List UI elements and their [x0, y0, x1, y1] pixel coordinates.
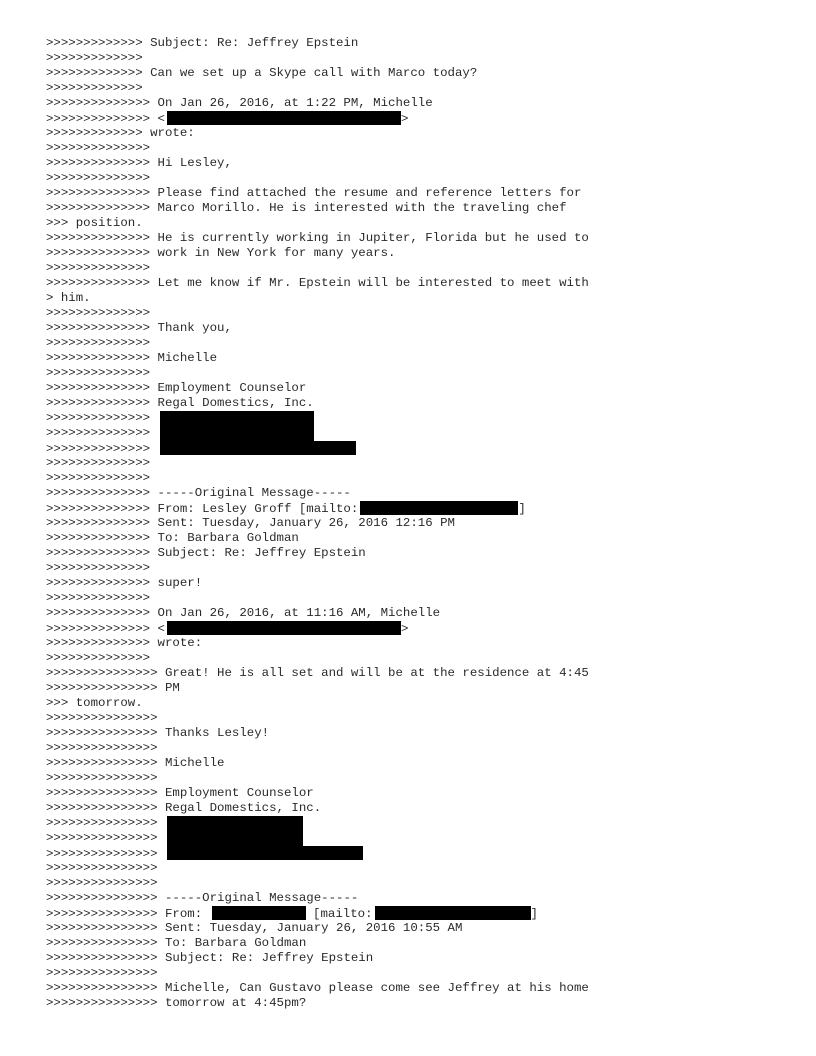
email-line — [46, 981, 786, 996]
email-line — [46, 561, 786, 576]
email-line — [46, 321, 786, 336]
email-line — [46, 846, 786, 861]
email-line — [46, 906, 786, 921]
quote-prefix: >>>>>>>>>>>>>>> — [46, 831, 165, 845]
email-line — [46, 216, 786, 231]
quote-prefix: >>>>>>>>>>>>>>> — [46, 786, 165, 800]
line-text: Sent: Tuesday, January 26, 2016 10:55 AM — [164, 921, 463, 935]
quote-prefix: >>>>>>>>>>>>>> — [46, 246, 158, 260]
quote-prefix: >>>>>>>>>>>>>>> — [46, 741, 158, 755]
line-text: -----Original Message----- — [157, 486, 351, 500]
email-line — [46, 636, 786, 651]
line-text: work in New York for many years. — [157, 246, 396, 260]
quote-prefix: >>>>>>>>>>>>>>> — [46, 921, 165, 935]
line-text: Subject: Re: Jeffrey Epstein — [150, 36, 359, 50]
line-text-after: ] — [530, 907, 538, 921]
quote-prefix: >>>>>>>>>>>>>> — [46, 561, 151, 575]
quote-prefix: >>>>>>>>>>>>> — [46, 36, 151, 50]
email-line — [46, 501, 786, 516]
line-text: Sent: Tuesday, January 26, 2016 12:16 PM — [157, 516, 455, 530]
email-line — [46, 141, 786, 156]
line-text: tomorrow at 4:45pm? — [164, 996, 307, 1010]
line-text-after: > — [400, 112, 409, 126]
email-line — [46, 366, 786, 381]
email-line — [46, 411, 786, 426]
line-text: -----Original Message----- — [164, 891, 359, 905]
quote-prefix: >>>>>>>>>>>>>> — [46, 576, 158, 590]
quote-prefix: >>>>>>>>>>>>>> — [46, 96, 158, 110]
line-text: PM — [164, 681, 180, 695]
quote-prefix: > — [46, 291, 61, 305]
email-line — [46, 876, 786, 891]
line-text: Regal Domestics, Inc. — [157, 396, 314, 410]
quote-prefix: >>>>>>>>>>>>>>> — [46, 876, 158, 890]
email-line — [46, 831, 786, 846]
redaction-block — [167, 816, 303, 846]
redaction-block — [212, 906, 306, 920]
email-line — [46, 156, 786, 171]
line-text: < — [157, 622, 165, 636]
redaction-block — [167, 846, 363, 860]
quote-prefix: >>>>>>>>>>>>>> — [46, 381, 158, 395]
email-line — [46, 771, 786, 786]
quote-prefix: >>>>>>>>>>>>>>> — [46, 996, 165, 1010]
quote-prefix: >>> — [46, 696, 76, 710]
email-line — [46, 786, 786, 801]
quote-prefix: >>>>>>>>>>>>>>> — [46, 726, 165, 740]
email-line — [46, 966, 786, 981]
email-line — [46, 711, 786, 726]
email-line — [46, 891, 786, 906]
quote-prefix: >>>>>>>>>>>>>>> — [46, 666, 165, 680]
line-text: Employment Counselor — [164, 786, 314, 800]
email-line — [46, 801, 786, 816]
quote-prefix: >>>>>>>>>>>>>> — [46, 591, 151, 605]
quote-prefix: >>> — [46, 216, 76, 230]
email-line — [46, 756, 786, 771]
quote-prefix: >>>>>>>>>>>>>>> — [46, 816, 165, 830]
email-line — [46, 951, 786, 966]
quote-prefix: >>>>>>>>>>>>>>> — [46, 981, 165, 995]
quote-prefix: >>>>>>>>>>>>>> — [46, 486, 158, 500]
quote-prefix: >>>>>>>>>>>>>> — [46, 231, 158, 245]
quote-prefix: >>>>>>>>>>>>>>> — [46, 891, 165, 905]
email-line — [46, 816, 786, 831]
email-line — [46, 681, 786, 696]
email-line — [46, 531, 786, 546]
quote-prefix: >>>>>>>>>>>>>> — [46, 186, 158, 200]
email-line — [46, 306, 786, 321]
email-line — [46, 576, 786, 591]
email-line — [46, 66, 786, 81]
email-line — [46, 456, 786, 471]
quote-prefix: >>>>>>>>>>>>>>> — [46, 847, 165, 861]
email-line — [46, 741, 786, 756]
email-line — [46, 726, 786, 741]
quote-prefix: >>>>>>>>>>>>>> — [46, 201, 158, 215]
quote-prefix: >>>>>>>>>>>>>> — [46, 606, 158, 620]
quote-prefix: >>>>>>>>>>>>>> — [46, 171, 151, 185]
email-line — [46, 666, 786, 681]
line-text: Marco Morillo. He is interested with the traveling chef — [157, 201, 567, 215]
redaction-block — [160, 441, 356, 455]
line-text: On Jan 26, 2016, at 1:22 PM, Michelle — [157, 96, 433, 110]
email-line — [46, 441, 786, 456]
email-line — [46, 381, 786, 396]
email-line — [46, 546, 786, 561]
redaction-block — [160, 411, 314, 441]
email-line — [46, 276, 786, 291]
line-text: Can we set up a Skype call with Marco today? — [150, 66, 478, 80]
quote-prefix: >>>>>>>>>>>>> — [46, 66, 151, 80]
quote-prefix: >>>>>>>>>>>>>>> — [46, 681, 165, 695]
email-line — [46, 921, 786, 936]
quote-prefix: >>>>>>>>>>>>>>> — [46, 951, 165, 965]
email-line — [46, 396, 786, 411]
quote-prefix: >>>>>>>>>>>>>> — [46, 276, 158, 290]
line-text: Michelle — [157, 351, 218, 365]
email-line — [46, 246, 786, 261]
quote-prefix: >>>>>>>>>>>>>> — [46, 141, 151, 155]
quote-prefix: >>>>>>>>>>>>>>> — [46, 801, 165, 815]
line-text: From: — [164, 907, 210, 921]
quote-prefix: >>>>>>>>>>>>> — [46, 126, 151, 140]
quote-prefix: >>>>>>>>>>>>>> — [46, 516, 158, 530]
quote-prefix: >>>>>>>>>>>>>> — [46, 336, 151, 350]
email-line — [46, 51, 786, 66]
line-text: He is currently working in Jupiter, Florida but he used to — [157, 231, 589, 245]
email-line — [46, 36, 786, 51]
email-line — [46, 621, 786, 636]
quote-prefix: >>>>>>>>>>>>>> — [46, 306, 151, 320]
line-text: Subject: Re: Jeffrey Epstein — [157, 546, 366, 560]
email-line — [46, 861, 786, 876]
quote-prefix: >>>>>>>>>>>>>> — [46, 622, 158, 636]
email-line — [46, 186, 786, 201]
email-line — [46, 96, 786, 111]
quote-prefix: >>>>>>>>>>>>>> — [46, 502, 158, 516]
email-line — [46, 516, 786, 531]
line-text: super! — [157, 576, 203, 590]
quote-prefix: >>>>>>>>>>>>>> — [46, 261, 151, 275]
redaction-block — [167, 621, 401, 635]
line-text: tomorrow. — [75, 696, 143, 710]
redaction-block — [167, 111, 401, 125]
quote-prefix: >>>>>>>>>>>>>> — [46, 112, 158, 126]
email-line — [46, 591, 786, 606]
quote-prefix: >>>>>>>>>>>>>>> — [46, 966, 158, 980]
quote-prefix: >>>>>>>>>>>>>> — [46, 426, 158, 440]
quote-prefix: >>>>>>>>>>>>>> — [46, 411, 158, 425]
quote-prefix: >>>>>>>>>>>>>>> — [46, 907, 165, 921]
email-line — [46, 81, 786, 96]
quote-prefix: >>>>>>>>>>>>> — [46, 51, 143, 65]
line-text: Subject: Re: Jeffrey Epstein — [164, 951, 374, 965]
quote-prefix: >>>>>>>>>>>>>> — [46, 456, 151, 470]
line-text: To: Barbara Goldman — [164, 936, 307, 950]
line-text: Michelle, Can Gustavo please come see Jeffrey at his home — [164, 981, 589, 995]
line-text: him. — [60, 291, 91, 305]
redaction-block — [360, 501, 518, 515]
email-line — [46, 426, 786, 441]
email-line — [46, 696, 786, 711]
email-line — [46, 231, 786, 246]
redaction-block — [375, 906, 531, 920]
quote-prefix: >>>>>>>>>>>>>> — [46, 471, 151, 485]
quote-prefix: >>>>>>>>>>>>>> — [46, 651, 151, 665]
email-line — [46, 111, 786, 126]
email-line — [46, 606, 786, 621]
line-text: Thank you, — [157, 321, 232, 335]
email-line — [46, 126, 786, 141]
email-line — [46, 486, 786, 501]
line-text: Employment Counselor — [157, 381, 307, 395]
line-text: position. — [75, 216, 143, 230]
email-line — [46, 471, 786, 486]
quote-prefix: >>>>>>>>>>>>>>> — [46, 711, 158, 725]
quote-prefix: >>>>>>>>>>>>> — [46, 81, 143, 95]
email-line — [46, 996, 786, 1011]
email-line — [46, 261, 786, 276]
email-line — [46, 171, 786, 186]
email-line — [46, 351, 786, 366]
line-text: From: Lesley Groff [mailto: — [157, 502, 359, 516]
quote-prefix: >>>>>>>>>>>>>>> — [46, 861, 158, 875]
quote-prefix: >>>>>>>>>>>>>> — [46, 531, 158, 545]
quote-prefix: >>>>>>>>>>>>>> — [46, 442, 158, 456]
email-line — [46, 336, 786, 351]
line-text-mid: [mailto: — [305, 907, 373, 921]
line-text: On Jan 26, 2016, at 11:16 AM, Michelle — [157, 606, 441, 620]
line-text: Let me know if Mr. Epstein will be interested to meet with — [157, 276, 589, 290]
line-text: Hi Lesley, — [157, 156, 232, 170]
line-text: Regal Domestics, Inc. — [164, 801, 322, 815]
quote-prefix: >>>>>>>>>>>>>>> — [46, 771, 158, 785]
quote-prefix: >>>>>>>>>>>>>> — [46, 546, 158, 560]
line-text: To: Barbara Goldman — [157, 531, 299, 545]
line-text: < — [157, 112, 165, 126]
line-text: Please find attached the resume and reference letters for — [157, 186, 582, 200]
quote-prefix: >>>>>>>>>>>>>> — [46, 396, 158, 410]
line-text: Michelle — [164, 756, 225, 770]
line-text: wrote: — [150, 126, 195, 140]
email-line — [46, 291, 786, 306]
quote-prefix: >>>>>>>>>>>>>>> — [46, 756, 165, 770]
line-text: Thanks Lesley! — [164, 726, 270, 740]
quote-prefix: >>>>>>>>>>>>>> — [46, 366, 151, 380]
line-text: Great! He is all set and will be at the residence at 4:45 — [164, 666, 589, 680]
quote-prefix: >>>>>>>>>>>>>>> — [46, 936, 165, 950]
quote-prefix: >>>>>>>>>>>>>> — [46, 351, 158, 365]
quote-prefix: >>>>>>>>>>>>>> — [46, 636, 158, 650]
line-text: wrote: — [157, 636, 203, 650]
line-text-after: ] — [518, 502, 526, 516]
quote-prefix: >>>>>>>>>>>>>> — [46, 321, 158, 335]
quote-prefix: >>>>>>>>>>>>>> — [46, 156, 158, 170]
email-line — [46, 936, 786, 951]
email-line — [46, 201, 786, 216]
email-line — [46, 651, 786, 666]
email-thread — [46, 36, 786, 1011]
line-text-after: > — [400, 622, 409, 636]
